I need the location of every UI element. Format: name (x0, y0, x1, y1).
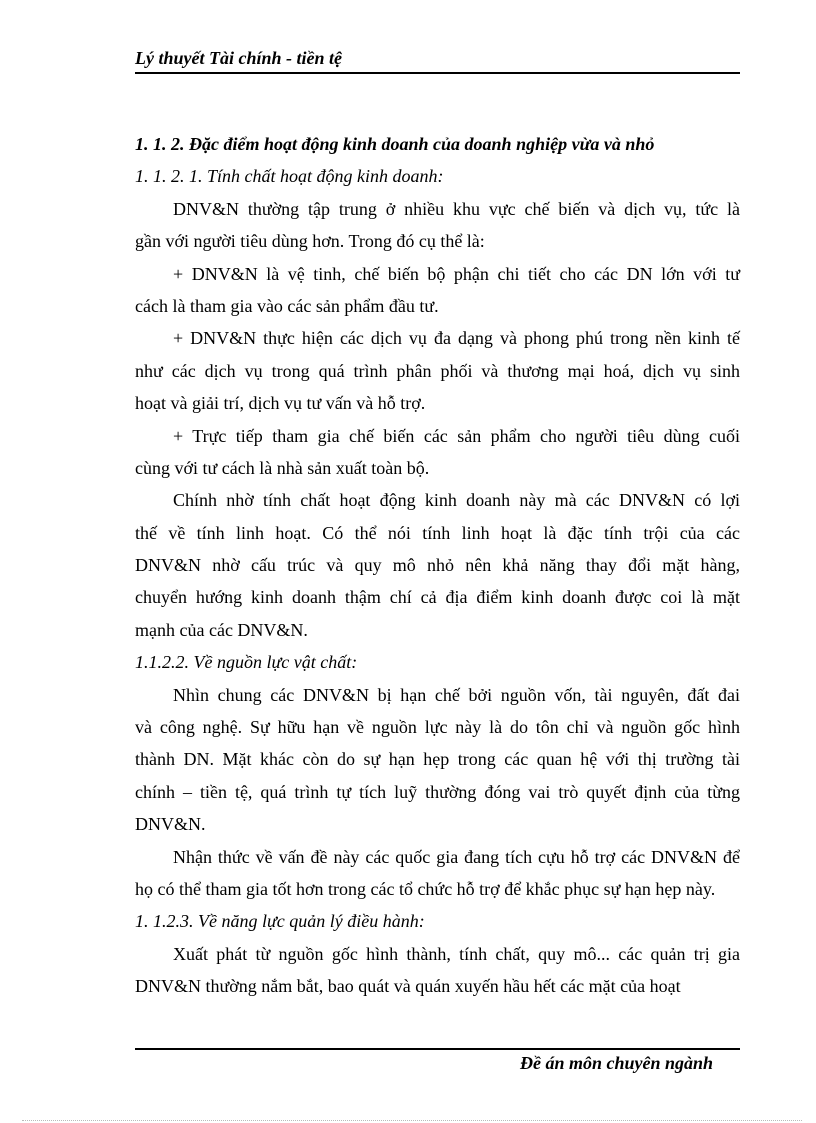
paragraph-line: Nhìn chung các DNV&N bị hạn chế bởi nguồn vốn, tài nguyên, đất đai (173, 684, 740, 705)
paragraph-line: hoạt và giải trí, dịch vụ tư vấn và hỗ trợ. (135, 393, 426, 414)
paragraph-line: DNV&N. (135, 814, 206, 835)
section-heading: 1. 1. 2. Đặc điểm hoạt động kinh doanh của doanh nghiệp vừa và nhỏ (135, 134, 655, 154)
subheading-3: 1. 1.2.3. Về năng lực quản lý điều hành: (135, 911, 425, 932)
paragraph-line: thành DN. Mặt khác còn do sự hạn hẹp trong các quan hệ với thị trường tài (135, 749, 740, 770)
paragraph-line: gần với người tiêu dùng hơn. Trong đó cụ thể là: (135, 231, 485, 252)
paragraph-line: Nhận thức về vấn đề này các quốc gia đang tích cựu hỗ trợ các DNV&N để (173, 846, 740, 867)
subheading-2: 1.1.2.2. Về nguồn lực vật chất: (135, 652, 358, 673)
paragraph-line: Chính nhờ tính chất hoạt động kinh doanh này mà các DNV&N có lợi (173, 490, 740, 511)
paragraph-line: DNV&N thường tập trung ở nhiều khu vực chế biến và dịch vụ, tức là (173, 198, 740, 219)
subheading-1: 1. 1. 2. 1. Tính chất hoạt động kinh doanh: (135, 166, 444, 187)
paragraph-line: DNV&N thường nắm bắt, bao quát và quán xuyến hầu hết các mặt của hoạt (135, 976, 681, 997)
footer-rule (135, 1048, 740, 1050)
paragraph-line: thế về tính linh hoạt. Có thể nói tính linh hoạt là đặc tính trội của các (135, 522, 740, 543)
header-title: Lý thuyết Tài chính - tiền tệ (135, 48, 342, 68)
paragraph-line: + Trực tiếp tham gia chế biến các sản phẩm cho người tiêu dùng cuối (173, 425, 740, 446)
paragraph-line: cách là tham gia vào các sản phẩm đầu tư. (135, 295, 439, 316)
paragraph-line: như các dịch vụ trong quá trình phân phối và thương mại hoá, dịch vụ sinh (135, 360, 740, 381)
paragraph-line: Xuất phát từ nguồn gốc hình thành, tính chất, quy mô... các quản trị gia (173, 943, 740, 964)
paragraph-line: chuyển hướng kinh doanh thậm chí cả địa điểm kinh doanh được coi là mặt (135, 587, 740, 608)
paragraph-line: và công nghệ. Sự hữu hạn về nguồn lực này là do tôn chỉ và nguồn gốc hình (135, 717, 740, 738)
paragraph-line: + DNV&N là vệ tinh, chế biến bộ phận chi tiết cho các DN lớn với tư (173, 263, 740, 284)
paragraph-line: chính – tiền tệ, quá trình tự tích luỹ thường đóng vai trò quyết định của từng (135, 781, 740, 802)
footer-text: Đề án môn chuyên ngành (520, 1053, 714, 1073)
paragraph-line: + DNV&N thực hiện các dịch vụ đa dạng và phong phú trong nền kinh tế (173, 328, 740, 349)
page-header (135, 46, 740, 74)
paragraph-line: họ có thể tham gia tốt hơn trong các tổ chức hỗ trợ để khắc phục sự hạn hẹp này. (135, 878, 716, 899)
paragraph-line: DNV&N nhờ cấu trúc và quy mô nhỏ nên khả năng thay đổi mặt hàng, (135, 555, 740, 576)
paragraph-line: cùng với tư cách là nhà sản xuất toàn bộ. (135, 457, 430, 478)
page-body (135, 128, 740, 1003)
paragraph-line: mạnh của các DNV&N. (135, 619, 308, 640)
page-edge-divider (22, 1120, 802, 1121)
